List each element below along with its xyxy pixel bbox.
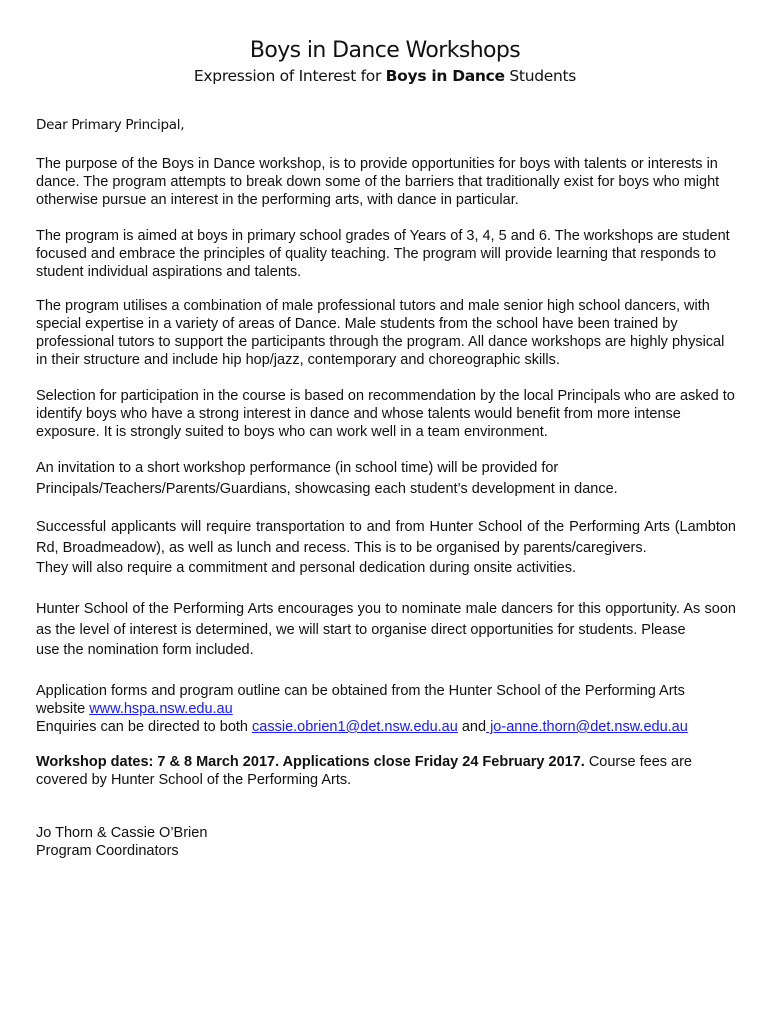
paragraph-aim: The program is aimed at boys in primary school grades of Years of 3, 4, 5 and 6. The workshops are student focused and embrace the principles of quality teaching. The program will provide learning that responds to student individual aspirations and talents.: [36, 228, 730, 280]
salutation: Dear Primary Principal,: [36, 117, 185, 133]
paragraph-transport-body: Successful applicants will require transportation to and from Hunter School of the Performing Arts (Lambton Rd, Broadmeadow), as well as lunch and recess. This is to be organised by parents/caregivers.: [36, 519, 736, 556]
paragraph-nominate: [36, 599, 736, 661]
paragraph-invitation: [36, 458, 736, 499]
paragraph-transport-last: They will also require a commitment and personal dedication during onsite activities.: [36, 560, 576, 576]
website-link[interactable]: www.hspa.nsw.edu.au: [89, 701, 233, 717]
paragraph-invitation-line1: An invitation to a short workshop performance (in school time) will be provided for: [36, 460, 559, 476]
enquiries-and: and: [457, 719, 487, 735]
workshop-dates-bold: Workshop dates: 7 & 8 March 2017. Applications close Friday 24 February 2017.: [36, 754, 585, 770]
subtitle-bold: Boys in Dance: [385, 67, 505, 85]
email-link-jo-anne[interactable]: jo-anne.thorn@det.nsw.edu.au: [486, 719, 688, 735]
paragraph-selection: Selection for participation in the course is based on recommendation by the local Principals who are asked to identify boys who have a strong interest in dance and whose talents would benefit from more intense exposure. It is strongly suited to boys who can work well in a team environment.: [36, 388, 735, 440]
paragraph-transport: [36, 517, 736, 579]
paragraph-invitation-line2: Principals/Teachers/Parents/Guardians, showcasing each student’s development in dance.: [36, 480, 618, 497]
email-link-cassie[interactable]: cassie.obrien1@det.nsw.edu.au: [252, 719, 458, 735]
paragraph-tutors: The program utilises a combination of male professional tutors and male senior high school dancers, with special expertise in a variety of areas of Dance. Male students from the school have been trained by professional tutors to support the participants through the program. All dance workshops are highly physical in their structure and include hip hop/jazz, contemporary and choreographic skills.: [36, 298, 725, 368]
paragraph-dates: [36, 753, 736, 789]
signature-names: Jo Thorn & Cassie O’Brien: [36, 825, 208, 841]
subtitle-prefix: Expression of Interest for: [193, 67, 386, 85]
application-line1: Application forms and program outline can be obtained from the Hunter School of the Performing Arts: [36, 683, 685, 699]
paragraph-nominate-body: Hunter School of the Performing Arts encourages you to nominate male dancers for this opportunity. As soon as the level of interest is determined, we will start to organise direct opportunities for students. Please: [36, 601, 736, 638]
signature-role: Program Coordinators: [36, 843, 179, 859]
paragraph-nominate-last: use the nomination form included.: [36, 642, 254, 658]
paragraph-application: [36, 682, 736, 736]
workshop-dates-rest: Course fees are covered by Hunter School of the Performing Arts.: [36, 754, 692, 788]
document-subtitle: [0, 67, 770, 85]
enquiries-prefix: Enquiries can be directed to both: [36, 719, 253, 735]
document-title: Boys in Dance Workshops: [249, 38, 521, 63]
subtitle-suffix: Students: [504, 67, 577, 85]
paragraph-purpose: The purpose of the Boys in Dance workshop, is to provide opportunities for boys with talents or interests in dance. The program attempts to break down some of the barriers that traditionally exist for boys who might otherwise pursue an interest in the performing arts, with dance in particular.: [36, 156, 720, 208]
website-prefix: website: [36, 701, 90, 717]
signature-block: [36, 824, 436, 860]
